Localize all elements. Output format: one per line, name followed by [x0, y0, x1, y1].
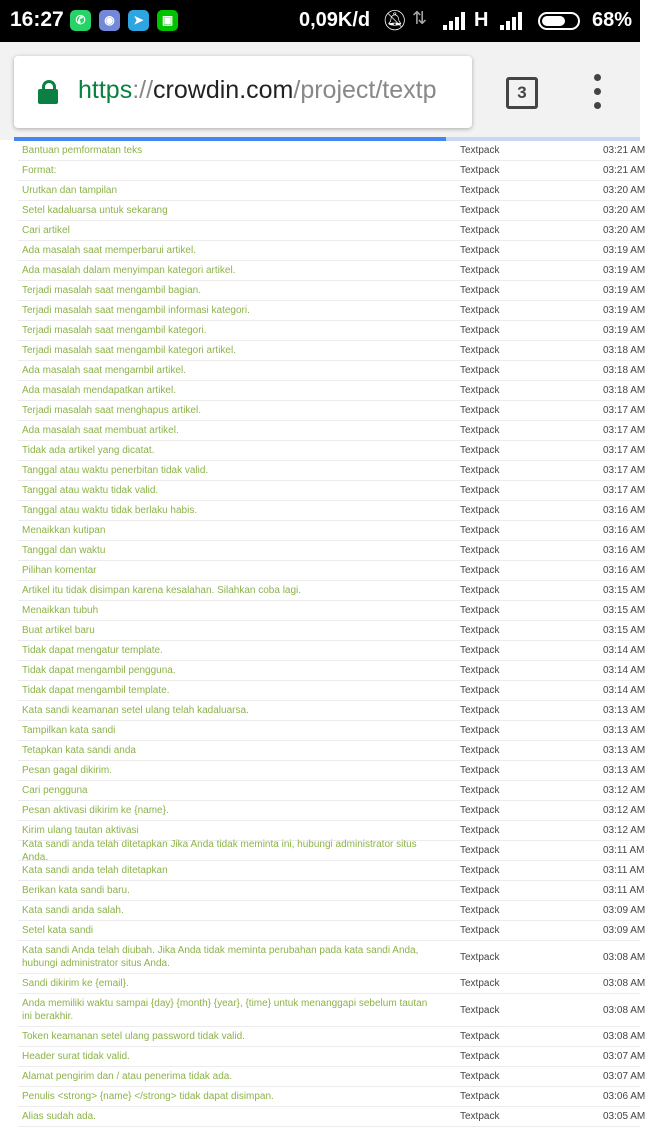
timestamp: 03:17 AM: [603, 445, 645, 456]
string-link[interactable]: Tanggal atau waktu penerbitan tidak valid.: [22, 465, 209, 476]
timestamp: 03:13 AM: [603, 725, 645, 736]
table-row[interactable]: [18, 241, 645, 261]
mute-icon: 🔕︎: [382, 10, 408, 32]
url-host: crowdin.com: [153, 76, 294, 104]
activity-list: [18, 141, 645, 1127]
table-row[interactable]: [18, 801, 645, 821]
project-name: Textpack: [460, 385, 500, 396]
line-icon: ▣: [157, 10, 178, 31]
timestamp: 03:19 AM: [603, 305, 645, 316]
table-row[interactable]: [18, 741, 645, 761]
string-link[interactable]: Tidak dapat mengambil template.: [22, 685, 170, 696]
string-link[interactable]: Ada masalah saat membuat artikel.: [22, 425, 179, 436]
timestamp: 03:14 AM: [603, 685, 645, 696]
signal-icon: [443, 12, 469, 30]
timestamp: 03:08 AM: [603, 978, 645, 989]
string-link[interactable]: Alamat pengirim dan / atau penerima tidak ada.: [22, 1071, 233, 1082]
timestamp: 03:12 AM: [603, 825, 645, 836]
project-name: Textpack: [460, 705, 500, 716]
timestamp: 03:19 AM: [603, 245, 645, 256]
string-link[interactable]: Kata sandi anda telah ditetapkan Jika Anda tidak meminta ini, hubungi administrator situs Anda.: [22, 838, 417, 863]
table-row[interactable]: [18, 621, 645, 641]
table-row[interactable]: [18, 261, 645, 281]
project-name: Textpack: [460, 805, 500, 816]
timestamp: 03:05 AM: [603, 1111, 645, 1122]
timestamp: 03:07 AM: [603, 1071, 645, 1082]
project-name: Textpack: [460, 685, 500, 696]
table-row[interactable]: [18, 161, 645, 181]
project-name: Textpack: [460, 585, 500, 596]
status-bar: [0, 0, 640, 42]
timestamp: 03:11 AM: [603, 865, 645, 876]
string-link[interactable]: Penulis <strong> {name} </strong> tidak dapat disimpan.: [22, 1091, 274, 1102]
project-name: Textpack: [460, 951, 500, 963]
project-name: Textpack: [460, 645, 500, 656]
string-link[interactable]: Buat artikel baru: [22, 625, 95, 636]
timestamp: 03:16 AM: [603, 505, 645, 516]
table-row[interactable]: [18, 661, 645, 681]
table-row[interactable]: [18, 181, 645, 201]
project-name: Textpack: [460, 165, 500, 176]
string-link[interactable]: Anda memiliki waktu sampai {day} {month} {year}, {time} untuk menanggapi sebelum tautan ini berakhir.: [22, 998, 428, 1022]
timestamp: 03:08 AM: [603, 1004, 645, 1016]
timestamp: 03:15 AM: [603, 625, 645, 636]
table-row[interactable]: [18, 974, 645, 994]
table-row[interactable]: [18, 581, 645, 601]
project-name: Textpack: [460, 1051, 500, 1062]
table-row[interactable]: [18, 601, 645, 621]
timestamp: 03:13 AM: [603, 745, 645, 756]
string-link[interactable]: Ada masalah mendapatkan artikel.: [22, 385, 176, 396]
string-link[interactable]: Token keamanan setel ulang password tidak valid.: [22, 1031, 245, 1042]
project-name: Textpack: [460, 205, 500, 216]
table-row[interactable]: [18, 421, 645, 441]
url-path: /project/textp: [293, 76, 437, 104]
string-link[interactable]: Berikan kata sandi baru.: [22, 885, 130, 896]
project-name: Textpack: [460, 465, 500, 476]
timestamp: 03:17 AM: [603, 405, 645, 416]
string-link[interactable]: Kata sandi Anda telah diubah. Jika Anda tidak meminta perubahan pada kata sandi Anda, hubungi administrator situs Anda.: [22, 945, 419, 969]
battery-percent: 68%: [592, 9, 633, 31]
project-name: Textpack: [460, 865, 500, 876]
string-link[interactable]: Tanggal dan waktu: [22, 545, 106, 556]
table-row[interactable]: [18, 301, 645, 321]
url-scheme: https: [78, 76, 133, 104]
timestamp: 03:21 AM: [603, 145, 645, 156]
string-link[interactable]: Cari artikel: [22, 225, 70, 236]
network-type: H: [474, 9, 489, 31]
string-link[interactable]: Sandi dikirim ke {email}.: [22, 978, 129, 989]
string-link[interactable]: Urutkan dan tampilan: [22, 185, 118, 196]
table-row[interactable]: [18, 141, 645, 161]
timestamp: 03:17 AM: [603, 465, 645, 476]
string-link[interactable]: Terjadi masalah saat mengambil kategori artikel.: [22, 345, 236, 356]
table-row[interactable]: [18, 781, 645, 801]
project-name: Textpack: [460, 625, 500, 636]
string-link[interactable]: Kata sandi keamanan setel ulang telah kadaluarsa.: [22, 705, 249, 716]
string-link[interactable]: Terjadi masalah saat mengambil bagian.: [22, 285, 201, 296]
project-name: Textpack: [460, 1031, 500, 1042]
string-link[interactable]: Kata sandi anda telah ditetapkan: [22, 865, 168, 876]
project-name: Textpack: [460, 565, 500, 576]
string-link[interactable]: Tetapkan kata sandi anda: [22, 745, 136, 756]
table-row[interactable]: [18, 761, 645, 781]
string-link[interactable]: Tanggal atau waktu tidak berlaku habis.: [22, 505, 198, 516]
lock-icon[interactable]: [38, 80, 58, 104]
string-link[interactable]: Pilihan komentar: [22, 565, 97, 576]
string-link[interactable]: Menaikkan tubuh: [22, 605, 99, 616]
project-name: Textpack: [460, 145, 500, 156]
timestamp: 03:14 AM: [603, 645, 645, 656]
table-row[interactable]: [18, 838, 645, 863]
table-row[interactable]: [18, 321, 645, 341]
table-row[interactable]: [18, 701, 645, 721]
table-row[interactable]: [18, 1107, 645, 1127]
timestamp: 03:20 AM: [603, 185, 645, 196]
table-row[interactable]: [18, 681, 645, 701]
table-row[interactable]: [18, 381, 645, 401]
project-name: Textpack: [460, 825, 500, 836]
table-row[interactable]: [18, 561, 645, 581]
timestamp: 03:08 AM: [603, 951, 645, 963]
timestamp: 03:12 AM: [603, 805, 645, 816]
project-name: Textpack: [460, 445, 500, 456]
project-name: Textpack: [460, 925, 500, 936]
status-time: 16:27: [10, 8, 64, 31]
table-row[interactable]: [18, 901, 645, 921]
address-bar[interactable]: [14, 56, 472, 128]
timestamp: 03:12 AM: [603, 785, 645, 796]
project-name: Textpack: [460, 765, 500, 776]
table-row[interactable]: [18, 281, 645, 301]
table-row[interactable]: [18, 341, 645, 361]
string-link[interactable]: Pesan gagal dikirim.: [22, 765, 113, 776]
project-name: Textpack: [460, 725, 500, 736]
timestamp: 03:18 AM: [603, 385, 645, 396]
timestamp: 03:19 AM: [603, 265, 645, 276]
string-link[interactable]: Ada masalah dalam menyimpan kategori artikel.: [22, 265, 236, 276]
timestamp: 03:15 AM: [603, 585, 645, 596]
string-link[interactable]: Terjadi masalah saat mengambil kategori.: [22, 325, 207, 336]
string-link[interactable]: Artikel itu tidak disimpan karena kesalahan. Silahkan coba lagi.: [22, 585, 302, 596]
timestamp: 03:14 AM: [603, 665, 645, 676]
timestamp: 03:13 AM: [603, 705, 645, 716]
table-row[interactable]: [18, 361, 645, 381]
battery-level: [542, 16, 565, 26]
table-row[interactable]: [18, 641, 645, 661]
project-name: Textpack: [460, 485, 500, 496]
string-link[interactable]: Kirim ulang tautan aktivasi: [22, 825, 139, 836]
string-link[interactable]: Header surat tidak valid.: [22, 1051, 130, 1062]
string-link[interactable]: Tidak ada artikel yang dicatat.: [22, 445, 155, 456]
project-name: Textpack: [460, 265, 500, 276]
string-link[interactable]: Pesan aktivasi dikirim ke {name}.: [22, 805, 169, 816]
whatsapp-icon: ✆: [70, 10, 91, 31]
string-link[interactable]: Terjadi masalah saat mengambil informasi kategori.: [22, 305, 250, 316]
timestamp: 03:18 AM: [603, 365, 645, 376]
url-separator: ://: [132, 76, 154, 104]
table-row[interactable]: [18, 401, 645, 421]
table-row[interactable]: [18, 941, 645, 974]
table-row[interactable]: [18, 994, 645, 1027]
timestamp: 03:09 AM: [603, 905, 645, 916]
project-name: Textpack: [460, 185, 500, 196]
table-row[interactable]: [18, 441, 645, 461]
project-name: Textpack: [460, 745, 500, 756]
project-name: Textpack: [460, 545, 500, 556]
url-text[interactable]: [78, 76, 437, 105]
data-transfer-icon: ⇅: [412, 8, 428, 28]
string-link[interactable]: Kata sandi anda salah.: [22, 905, 124, 916]
timestamp: 03:21 AM: [603, 165, 645, 176]
table-row[interactable]: [18, 201, 645, 221]
project-name: Textpack: [460, 405, 500, 416]
network-speed: 0,09K/d: [299, 9, 371, 31]
more-menu-icon[interactable]: [591, 74, 605, 114]
project-name: Textpack: [460, 245, 500, 256]
project-name: Textpack: [460, 285, 500, 296]
timestamp: 03:19 AM: [603, 325, 645, 336]
timestamp: 03:13 AM: [603, 765, 645, 776]
project-name: Textpack: [460, 345, 500, 356]
project-name: Textpack: [460, 885, 500, 896]
table-row[interactable]: [18, 1027, 645, 1047]
project-name: Textpack: [460, 525, 500, 536]
table-row[interactable]: [18, 881, 645, 901]
string-link[interactable]: Setel kata sandi: [22, 925, 94, 936]
discord-icon: ◉: [99, 10, 120, 31]
project-name: Textpack: [460, 505, 500, 516]
table-row[interactable]: [18, 1067, 645, 1087]
project-name: Textpack: [460, 305, 500, 316]
string-link[interactable]: Tidak dapat mengatur template.: [22, 645, 163, 656]
table-row[interactable]: [18, 541, 645, 561]
project-name: Textpack: [460, 1071, 500, 1082]
timestamp: 03:16 AM: [603, 545, 645, 556]
project-name: Textpack: [460, 845, 500, 856]
string-link[interactable]: Terjadi masalah saat menghapus artikel.: [22, 405, 201, 416]
project-name: Textpack: [460, 325, 500, 336]
string-link[interactable]: Ada masalah saat memperbarui artikel.: [22, 245, 196, 256]
timestamp: 03:20 AM: [603, 225, 645, 236]
string-link[interactable]: Setel kadaluarsa untuk sekarang: [22, 205, 168, 216]
timestamp: 03:07 AM: [603, 1051, 645, 1062]
timestamp: 03:16 AM: [603, 525, 645, 536]
timestamp: 03:17 AM: [603, 425, 645, 436]
telegram-icon: ➤: [128, 10, 149, 31]
table-row[interactable]: [18, 221, 645, 241]
timestamp: 03:17 AM: [603, 485, 645, 496]
project-name: Textpack: [460, 978, 500, 989]
timestamp: 03:11 AM: [603, 885, 645, 896]
timestamp: 03:20 AM: [603, 205, 645, 216]
timestamp: 03:08 AM: [603, 1031, 645, 1042]
tab-switcher-button[interactable]: 3: [506, 77, 538, 109]
project-name: Textpack: [460, 425, 500, 436]
battery-icon: [538, 12, 580, 30]
timestamp: 03:15 AM: [603, 605, 645, 616]
timestamp: 03:09 AM: [603, 925, 645, 936]
table-row[interactable]: [18, 1087, 645, 1107]
project-name: Textpack: [460, 605, 500, 616]
string-link[interactable]: Tidak dapat mengambil pengguna.: [22, 665, 176, 676]
string-link[interactable]: Format:: [22, 165, 57, 176]
timestamp: 03:16 AM: [603, 565, 645, 576]
browser-toolbar: [0, 42, 640, 140]
table-row[interactable]: [18, 481, 645, 501]
string-link[interactable]: Tampilkan kata sandi: [22, 725, 116, 736]
project-name: Textpack: [460, 665, 500, 676]
project-name: Textpack: [460, 785, 500, 796]
table-row[interactable]: [18, 861, 645, 881]
project-name: Textpack: [460, 905, 500, 916]
string-link[interactable]: Alias sudah ada.: [22, 1111, 96, 1122]
signal-icon-2: [500, 12, 526, 30]
timestamp: 03:06 AM: [603, 1091, 645, 1102]
timestamp: 03:19 AM: [603, 285, 645, 296]
project-name: Textpack: [460, 1004, 500, 1016]
project-name: Textpack: [460, 1091, 500, 1102]
string-link[interactable]: Menaikkan kutipan: [22, 525, 106, 536]
table-row[interactable]: [18, 721, 645, 741]
project-name: Textpack: [460, 225, 500, 236]
table-row[interactable]: [18, 521, 645, 541]
project-name: Textpack: [460, 365, 500, 376]
string-link[interactable]: Ada masalah saat mengambil artikel.: [22, 365, 186, 376]
project-name: Textpack: [460, 1111, 500, 1122]
string-link[interactable]: Bantuan pemformatan teks: [22, 145, 143, 156]
table-row[interactable]: [18, 1047, 645, 1067]
string-link[interactable]: Tanggal atau waktu tidak valid.: [22, 485, 159, 496]
timestamp: 03:11 AM: [603, 845, 645, 856]
table-row[interactable]: [18, 921, 645, 941]
timestamp: 03:18 AM: [603, 345, 645, 356]
table-row[interactable]: [18, 461, 645, 481]
table-row[interactable]: [18, 501, 645, 521]
string-link[interactable]: Cari pengguna: [22, 785, 88, 796]
